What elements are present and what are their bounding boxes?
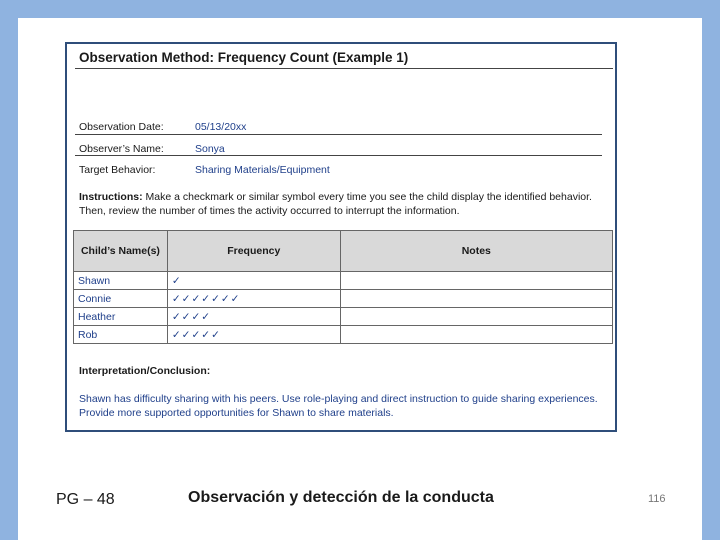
field-divider xyxy=(75,134,602,135)
header-notes: Notes xyxy=(340,231,612,272)
frequency-checks: ✓ xyxy=(167,272,340,290)
notes-cell xyxy=(340,272,612,290)
frequency-checks: ✓✓✓✓✓✓✓ xyxy=(167,290,340,308)
interpretation-label: Interpretation/Conclusion: xyxy=(79,365,211,377)
observation-form xyxy=(65,42,617,432)
instructions-text: Make a checkmark or similar symbol every time you see the child display the identified behavior. Then, review the number of times the activity occurred to interrupt the information. xyxy=(79,191,592,217)
observation-date-field xyxy=(79,121,603,135)
instructions-label: Instructions: xyxy=(79,191,143,203)
table-row xyxy=(74,272,613,290)
child-name: Connie xyxy=(74,290,168,308)
field-label: Target Behavior: xyxy=(79,164,156,176)
field-value: 05/13/20xx xyxy=(195,121,247,133)
notes-cell xyxy=(340,308,612,326)
table-row xyxy=(74,326,613,344)
target-behavior-field xyxy=(79,164,603,178)
field-label: Observation Date: xyxy=(79,121,164,133)
header-frequency: Frequency xyxy=(167,231,340,272)
field-value: Sonya xyxy=(195,143,225,155)
field-value: Sharing Materials/Equipment xyxy=(195,164,330,176)
form-title: Observation Method: Frequency Count (Example 1) xyxy=(79,50,409,65)
frequency-table xyxy=(73,230,613,344)
child-name: Shawn xyxy=(74,272,168,290)
field-label: Observer’s Name: xyxy=(79,143,164,155)
notes-cell xyxy=(340,326,612,344)
frequency-checks: ✓✓✓✓✓ xyxy=(167,326,340,344)
child-name: Rob xyxy=(74,326,168,344)
page-reference: PG – 48 xyxy=(56,491,115,508)
table-row xyxy=(74,308,613,326)
frequency-checks: ✓✓✓✓ xyxy=(167,308,340,326)
title-divider xyxy=(75,68,613,69)
table-row xyxy=(74,290,613,308)
table-header-row xyxy=(74,231,613,272)
header-child-names: Child’s Name(s) xyxy=(74,231,168,272)
interpretation-text: Shawn has difficulty sharing with his peers. Use role-playing and direct instruction to guide sharing experiences. Provide more supported opportunities for Shawn to share materials. xyxy=(79,393,598,419)
slide-subtitle: Observación y detección de la conducta xyxy=(188,489,494,506)
child-name: Heather xyxy=(74,308,168,326)
slide-number: 116 xyxy=(648,493,666,505)
field-divider xyxy=(75,155,602,156)
instructions xyxy=(79,190,609,218)
notes-cell xyxy=(340,290,612,308)
